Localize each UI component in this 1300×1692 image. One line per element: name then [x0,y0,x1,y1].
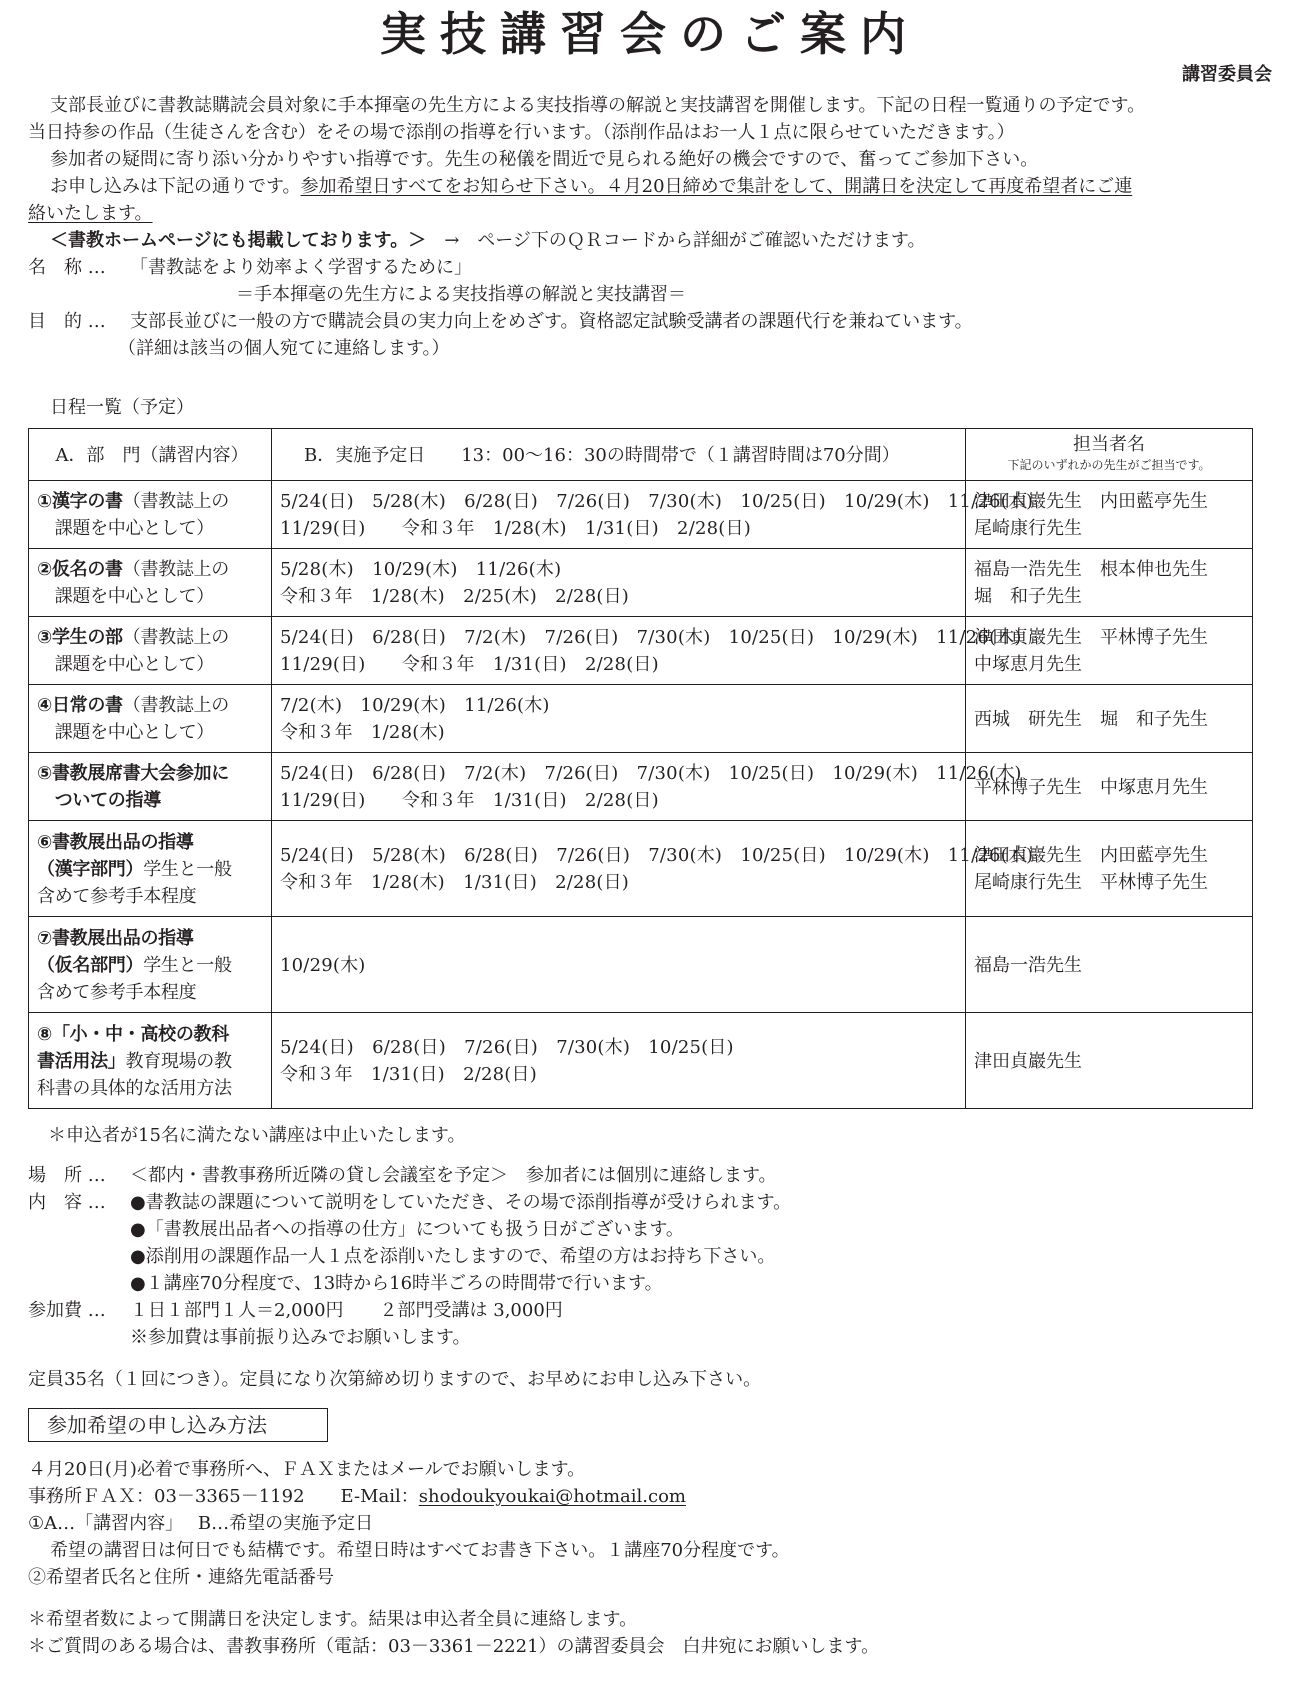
dates-line: 5/24(日) 5/28(木) 6/28(日) 7/26(日) 7/30(木) 10/25(日) 10/29(木) 11/26(木) [280,491,1034,512]
apply-contact-line [28,1485,686,1509]
fee-value: １日１部門１人＝2,000円 ２部門受講は 3,000円 [130,1300,563,1321]
table-row [29,549,1253,617]
dates-line: 令和３年 1/28(木) 2/25(木) 2/28(日) [280,586,629,607]
teacher-line: 尾崎康行先生 平林博子先生 [974,872,1208,893]
dates-line: 令和３年 1/31(日) 2/28(日) [280,1064,537,1085]
department-desc: 科書の具体的な活用方法 [37,1077,232,1099]
table-row [29,617,1253,685]
apply-heading: 参加希望の申し込み方法 [28,1408,328,1442]
department-name: （漢字部門） [37,858,144,880]
department-name: ②仮名の書 [37,559,123,580]
department-desc: （書教誌上の [122,559,229,580]
table-row [29,481,1253,549]
row-dates [272,821,1034,917]
content-item: ●１講座70分程度で、13時から16時半ごろの時間帯で行います。 [130,1273,663,1294]
department-desc: （書教誌上の [122,627,229,648]
purpose-note: （詳細は該当の個人宛てに連絡します。） [118,338,450,359]
row-department [29,685,272,753]
department-name: ③学生の部 [37,627,123,648]
schedule-caption: 日程一覧（予定） [50,397,194,418]
row-department [29,753,272,821]
fee-label: 参加費 … [28,1300,106,1321]
teacher-line: 津田貞巖先生 内田藍亭先生 [974,491,1208,512]
department-desc: （書教誌上の [122,491,229,512]
header-dates: B．実施予定日 13：00〜16：30の時間帯で（１講習時間は70分間） [272,429,966,481]
dates-line: 令和３年 1/28(木) 1/31(日) 2/28(日) [280,872,629,893]
dates-line: 令和３年 1/28(木) [280,722,445,743]
apply-line: ４月20日(月)必着で事務所へ、ＦＡＸまたはメールでお願いします。 [28,1459,586,1480]
fee-note: ※参加費は事前振り込みでお願いします。 [130,1327,471,1348]
intro-line: 支部長並びに書教誌購読会員対象に手本揮毫の先生方による実技指導の解説と実技講習を開催します。下記の日程一覧通りの予定です。 [50,95,1146,116]
row-teachers [966,685,1253,753]
purpose-value: 支部長並びに一般の方で購読会員の実力向上をめざす。資格認定試験受講者の課題代行を兼ねています。 [130,311,973,332]
dates-line: 5/24(日) 6/28(日) 7/2(木) 7/26(日) 7/30(木) 10/25(日) 10/29(木) 11/26(木) [280,627,1022,648]
row-teachers [966,917,1253,1013]
table-header-row [29,429,1253,481]
teacher-line: 福島一浩先生 [974,954,1082,976]
dates-line: 5/24(日) 5/28(木) 6/28(日) 7/26(日) 7/30(木) 10/25(日) 10/29(木) 11/26(木) [280,845,1034,866]
name-value: 「書教誌をより効率よく学習するために」 [130,257,472,278]
apply-line: ①A…「講習内容」 B…希望の実施予定日 [28,1513,374,1534]
department-desc: 含めて参考手本程度 [37,885,197,907]
footnote: ＊ご質問のある場合は、書教事務所（電話：03－3361－2221）の講習委員会 白井宛にお願いします。 [28,1636,880,1657]
row-dates [272,753,1022,821]
content-item: ●書教誌の課題について説明をしていただき、その場で添削指導が受けられます。 [130,1192,792,1213]
email-label: E-Mail： [340,1486,419,1507]
table-row [29,753,1253,821]
homepage-notice: ＜書教ホームページにも掲載しております。＞ [50,230,427,251]
page-title: 実技講習会のご案内 [380,7,920,61]
intro-line: 絡いたします。 [28,203,153,224]
footnote: ＊希望者数によって開講日を決定します。結果は申込者全員に連絡します。 [28,1609,638,1630]
intro-line: 当日持参の作品（生徒さんを含む）をその場で添削の指導を行います。（添削作品はお一人１点に限らせていただきます。） [28,122,1015,143]
teacher-line: 平林博子先生 中塚恵月先生 [974,776,1208,798]
department-desc: 教育現場の教 [125,1050,232,1072]
header-teachers-title: 担当者名 [1073,434,1145,455]
intro-line [50,175,1132,199]
department-name: ①漢字の書 [37,491,123,512]
department-name: ④日常の書 [37,695,123,716]
content-item: ●添削用の課題作品一人１点を添削いたしますので、希望の方はお持ち下さい。 [130,1246,776,1267]
table-row [29,685,1253,753]
committee-name: 講習委員会 [1182,64,1272,85]
venue-label: 場 所 … [28,1165,106,1186]
purpose-label: 目 的 … [28,311,106,332]
department-desc: 課題を中心として） [37,586,214,607]
department-name: 書活用法」 [37,1050,126,1072]
teacher-line: 津田貞巖先生 内田藍亭先生 [974,845,1208,866]
apply-line: 希望の講習日は何日でも結構です。希望日時はすべてお書き下さい。１講座70分程度です。 [50,1540,790,1561]
content-label: 内 容 … [28,1192,106,1213]
name-subtitle: ＝手本揮毫の先生方による実技指導の解説と実技講習＝ [236,284,686,305]
intro-plain: お申し込みは下記の通りです。 [50,176,301,197]
dates-line: 11/29(日) 令和３年 1/31(日) 2/28(日) [280,654,659,675]
row-teachers [966,617,1253,685]
row-department [29,549,272,617]
apply-line: ②希望者氏名と住所・連絡先電話番号 [28,1567,334,1588]
teacher-line: 福島一浩先生 根本伸也先生 [974,559,1208,580]
table-row [29,917,1253,1013]
header-teachers [966,429,1253,481]
fax-number: 事務所ＦＡＸ：03－3365－1192 [28,1486,305,1507]
dates-line: 11/29(日) 令和３年 1/31(日) 2/28(日) [280,790,659,811]
row-department [29,917,272,1013]
department-desc: 学生と一般 [143,954,232,976]
header-department: A．部 門（講習内容） [29,429,272,481]
row-department [29,1013,272,1109]
dates-line: 7/2(木) 10/29(木) 11/26(木) [280,695,550,716]
header-teachers-note: 下記のいずれかの先生がご担当です。 [1007,458,1211,472]
department-name: ⑧「小・中・高校の教科 [37,1023,229,1045]
department-desc: 学生と一般 [143,858,232,880]
row-department [29,617,272,685]
teacher-line: 西城 研先生 堀 和子先生 [974,708,1208,730]
intro-underlined: 参加希望日すべてをお知らせ下さい。４月20日締めで集計をして、開講日を決定して再度希望者にご連 [300,176,1133,197]
dates-line: 11/29(日) 令和３年 1/28(木) 1/31(日) 2/28(日) [280,518,751,539]
capacity-note: 定員35名（１回につき）。定員になり次第締め切りますので、お早めにお申し込み下さい。 [28,1369,762,1390]
row-teachers [966,549,1253,617]
name-label: 名 称 … [28,257,106,278]
intro-line: 参加者の疑問に寄り添い分かりやすい指導です。先生の秘儀を間近で見られる絶好の機会ですので、奮ってご参加下さい。 [50,149,1039,170]
row-department [29,821,272,917]
teacher-line: 中塚恵月先生 [974,654,1082,675]
dates-line: 10/29(木) [280,954,366,976]
department-name: ついての指導 [37,790,161,811]
table-row [29,821,1253,917]
department-desc: （書教誌上の [122,695,229,716]
teacher-line: 津田貞巖先生 [974,1050,1082,1072]
teacher-line: 津田貞巖先生 平林博子先生 [974,627,1208,648]
row-dates [272,917,966,1013]
row-dates [272,549,966,617]
department-name: ⑥書教展出品の指導 [37,831,194,853]
dates-line: 5/28(木) 10/29(木) 11/26(木) [280,559,562,580]
teacher-line: 堀 和子先生 [974,586,1082,607]
department-name: （仮名部門） [37,954,144,976]
venue-value: ＜都内・書教事務所近隣の貸し会議室を予定＞ 参加者には個別に連絡します。 [130,1165,777,1186]
department-name: ⑤書教展席書大会参加に [37,763,229,784]
department-desc: 含めて参考手本程度 [37,981,197,1003]
row-teachers [966,821,1253,917]
row-dates [272,617,1022,685]
email-link[interactable]: shodoukyoukai@hotmail.com [418,1486,686,1507]
row-teachers [966,481,1253,549]
row-dates [272,685,966,753]
table-row [29,1013,1253,1109]
row-department [29,481,272,549]
teacher-line: 尾崎康行先生 [974,518,1082,539]
row-dates [272,1013,966,1109]
department-desc: 課題を中心として） [37,654,214,675]
dates-line: 5/24(日) 6/28(日) 7/2(木) 7/26(日) 7/30(木) 10/25(日) 10/29(木) 11/26(木) [280,763,1022,784]
row-teachers [966,1013,1253,1109]
homepage-qr-note: → ページ下のＱＲコードから詳細がご確認いただけます。 [444,230,926,251]
department-desc: 課題を中心として） [37,518,214,539]
department-desc: 課題を中心として） [37,722,214,743]
dates-line: 5/24(日) 6/28(日) 7/26(日) 7/30(木) 10/25(日) [280,1037,734,1058]
homepage-line [50,229,925,253]
schedule-table [28,428,1253,1109]
department-name: ⑦書教展出品の指導 [37,927,194,949]
content-item: ●「書教展出品者への指導の仕方」についても扱う日がございます。 [130,1219,684,1240]
minimum-note: ＊申込者が15名に満たない講座は中止いたします。 [48,1125,466,1146]
